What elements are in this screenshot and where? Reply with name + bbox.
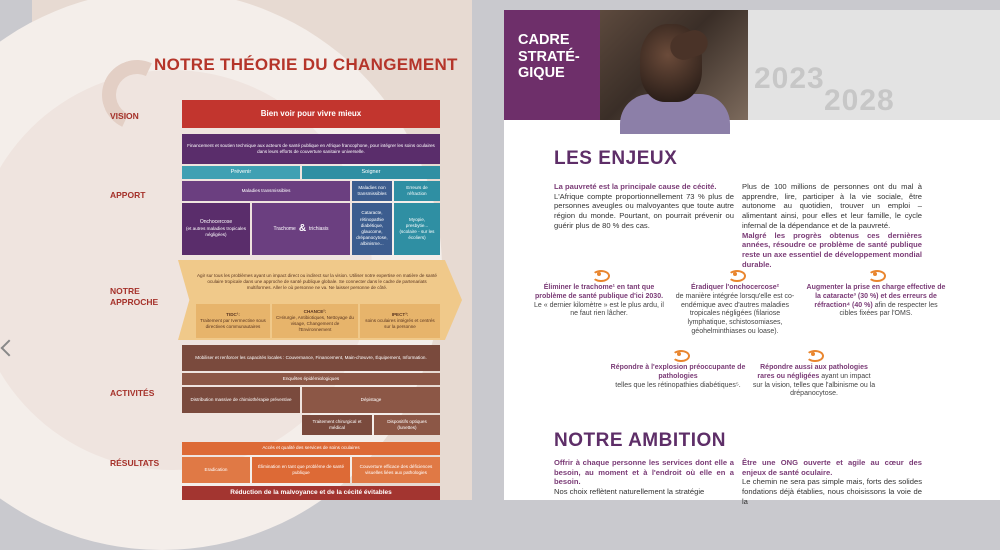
right-page [504, 10, 1000, 506]
chance-text: CHirurgie, Antibiotiques, Nettoyage du visage, Changement de l'Environnement [276, 314, 354, 333]
chance-title: CHANCE²: [303, 308, 327, 314]
ambition-column-1 [554, 458, 734, 497]
trachome-label: Trachome [273, 225, 296, 232]
eye-icon [806, 348, 820, 360]
amb-col1-body: Nos choix reflètent naturellement la stratégie [554, 487, 705, 497]
myopie-label: Myopie, presbytie... [405, 216, 429, 228]
approche-chance [272, 304, 358, 338]
onchocercose-sub: (et autres maladies tropicales négligées) [186, 226, 247, 238]
ampersand-label: & [298, 223, 307, 235]
enjeux-column-2 [742, 182, 922, 269]
activites-enquetes: Enquêtes épidémiologiques [182, 373, 440, 385]
goal-text: de manière intégrée lorsqu'elle est co-endémique avec d'autres maladies tropicales négligées (filariose lymphatique, schistosomiases, géohelminthiases ou loase). [675, 292, 795, 335]
apport-myopie [394, 203, 440, 255]
goal-text: afin de respecter les cibles fixées par l'OMS. [839, 301, 938, 318]
tidc-text: Traitement par Ivermectine sous directives communautaires [200, 317, 266, 330]
label-activites: ACTIVITÉS [110, 388, 155, 398]
goal-cataracte [806, 284, 946, 319]
col1-lead: La pauvreté est la principale cause de cécité. [554, 182, 717, 191]
goal-onchocercose [674, 284, 796, 337]
apport-maladies-transmissibles: Maladies transmissibles [182, 181, 350, 201]
cadre-line-3: GIQUE [518, 65, 565, 82]
apport-prevenir: Prévenir [182, 166, 300, 179]
apport-maladies-non-transmissibles: Maladies non transmissibles [352, 181, 392, 201]
myopie-sub: (scolaire - sur les écoliers) [399, 229, 435, 241]
year-end: 2028 [824, 84, 895, 117]
cadre-line-1: CADRE [518, 32, 570, 48]
resultats-elimination: Élimination en tant que problème de santé publique [252, 457, 350, 483]
enjeux-column-1 [554, 182, 734, 231]
goal-title: Augmenter la prise en charge effective de la cataracte³ (30 %) et des erreurs de réfraction⁴ (40 %) [806, 284, 946, 309]
activites-distribution: Distribution massive de chimiothérapie préventive [182, 387, 300, 413]
col2-body: Plus de 100 millions de personnes ont du mal à apprendre, lire, participer à la vie sociale, être autonome au quotidien, trouver un emploi – alimentant ainsi, pour elles et leur famille, le cycle infernal de la dépendance et de la pauvreté. [742, 182, 922, 230]
amb-col2-body: Le chemin ne sera pas simple mais, forts des solides fondations déjà établies, nous choisissons la voie de la [742, 477, 922, 506]
onchocercose-label: Onchocercose [199, 219, 233, 226]
apport-cataracte: Cataracte, rétinopathie diabétique, glaucome, drépanocytose, albinisme... [352, 203, 392, 255]
label-approche: NOTRE APPROCHE [110, 286, 159, 307]
label-apport: APPORT [110, 190, 146, 200]
approche-tidc [196, 304, 270, 338]
goal-title: Répondre aussi aux pathologies rares ou négligées [757, 364, 868, 380]
portrait-photo [600, 10, 748, 120]
activites-intro: Mobiliser et renforcer les capacités locales : Couvernance, Financement, Main-d'œuvre, Équipement, Information. [182, 345, 440, 371]
goal-pathologies-rares [752, 364, 876, 399]
eye-icon [868, 268, 882, 280]
goal-trachome [532, 284, 666, 319]
ipect-text: soins oculaires intégrés et centrés sur la personne [365, 317, 435, 330]
goal-explosion [610, 364, 746, 390]
label-vision: VISION [110, 111, 139, 121]
eye-icon [672, 348, 686, 360]
enjeux-heading: LES ENJEUX [554, 148, 678, 169]
vision-bar: Bien voir pour vivre mieux [182, 100, 440, 128]
eye-icon [728, 268, 742, 280]
goal-text: Le « dernier kilomètre » est le plus ardu, il ne faut rien lâcher. [534, 301, 664, 318]
previous-page-arrow-icon[interactable] [0, 338, 14, 358]
cadre-strategique-badge [504, 10, 600, 120]
apport-intro: Financement et soutien technique aux acteurs de santé publique en Afrique francophone, pour intégrer les soins oculaires dans leurs efforts de couverture sanitaire universelle. [182, 134, 440, 164]
apport-trachome [252, 203, 350, 255]
ambition-column-2 [742, 458, 922, 507]
resultats-acces: Accès et qualité des services de soins oculaires [182, 442, 440, 455]
col1-body: L'Afrique compte proportionnellement 73 % plus de personnes aveugles ou malvoyantes que toute autre région du monde. Pourtant, on pourrait prévenir ou guérir plus de 80 % des cas. [554, 191, 734, 230]
goal-text: ayant un impact sur la vision, telles que l'albinisme ou la drépanocytose. [752, 372, 876, 398]
amb-col1-lead: Offrir à chaque personne les services dont elle a besoin, au moment et à l'endroit où elle en a besoin. [554, 458, 734, 487]
amb-col2-lead: Être une ONG ouverte et agile au cœur des enjeux de santé oculaire. [742, 458, 922, 477]
apport-onchocercose [182, 203, 250, 255]
resultats-couverture: Couverture efficace des déficiences visuelles liées aux pathologies [352, 457, 440, 483]
goal-title: Éliminer le trachome¹ en tant que problème de santé publique d'ici 2030. [534, 284, 664, 300]
page-title: NOTRE THÉORIE DU CHANGEMENT [154, 55, 458, 74]
goal-text: telles que les rétinopathies diabétiques⁵. [615, 381, 741, 389]
ipect-title: IPECT³: [391, 311, 409, 317]
apport-soigner: Soigner [302, 166, 440, 179]
col2-lead: Malgré les progrès obtenus ces dernières années, résoudre ce problème de santé publique reste un axe essentiel de développement mondial durable. [742, 230, 922, 269]
year-start: 2023 [754, 62, 825, 95]
approche-ipect [360, 304, 440, 338]
cadre-line-2: STRATÉ- [518, 48, 580, 65]
goal-title: Répondre à l'explosion préoccupante de pathologies [610, 364, 746, 380]
label-resultats: RÉSULTATS [110, 458, 160, 468]
tidc-title: TIDC¹: [226, 311, 240, 317]
eye-icon [592, 268, 606, 280]
activites-depistage: Dépistage [302, 387, 440, 413]
trichiasis-label: trichiasis [309, 225, 329, 232]
goal-title: Éradiquer l'onchocercose² [690, 284, 780, 291]
approche-intro: Agir sur tous les problèmes ayant un impact direct ou indirect sur la vision. Utiliser notre expertise en matière de santé oculaire tropicale dans une approche de santé publique globale. Se connecter dans le cadre de partenariats multiformes. Aller le où personne ne va. Ne laisser personne de côté. [196, 272, 437, 291]
resultats-reduction: Réduction de la malvoyance et de la cécité évitables [182, 486, 440, 500]
activites-dispositifs: Dispositifs optiques (lunettes) [374, 415, 440, 435]
resultats-eradication: Eradication [182, 457, 250, 483]
left-page [32, 0, 472, 500]
ambition-heading: NOTRE AMBITION [554, 430, 727, 451]
apport-erreurs-refraction: Erreurs de réfraction [394, 181, 440, 201]
activites-traitement: Traitement chirurgical et médical [302, 415, 372, 435]
